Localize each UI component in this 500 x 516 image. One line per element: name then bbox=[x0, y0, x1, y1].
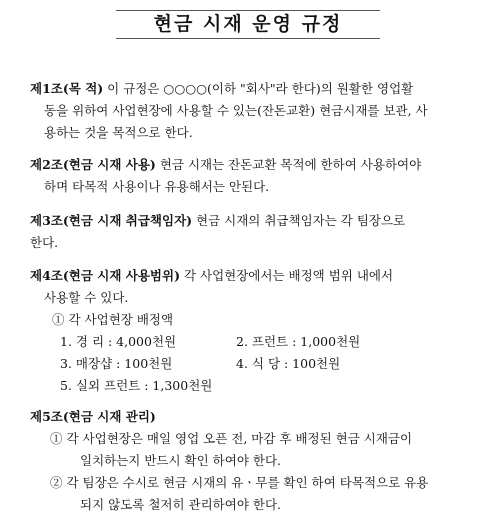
article-1-heading: 제1조(목 적) bbox=[30, 81, 104, 96]
allocation-item-1: 1. 경 리 : 4,000천원 bbox=[60, 334, 177, 349]
article-3 bbox=[30, 210, 480, 254]
article-4-text-2: 사용할 수 있다. bbox=[44, 290, 129, 305]
article-1 bbox=[30, 78, 480, 144]
article-4-text-1: 각 사업현장에서는 배정액 범위 내에서 bbox=[179, 268, 394, 283]
circled-number-1: ① bbox=[50, 431, 63, 446]
article-2-text-2: 하며 타목적 사용이나 유용해서는 안된다. bbox=[44, 179, 270, 194]
article-5-paragraph-1 bbox=[50, 428, 412, 450]
article-4-heading: 제4조(현금 시재 사용범위) bbox=[30, 268, 180, 283]
allocation-item-5: 5. 실외 프런트 : 1,300천원 bbox=[60, 378, 213, 393]
document-title: 현금 시재 운영 규정 bbox=[116, 10, 380, 39]
article-3-text-1: 현금 시재의 취급책임자는 각 팀장으로 bbox=[192, 213, 406, 228]
allocation-item-4: 4. 식 당 : 100천원 bbox=[236, 356, 341, 371]
article-1-text-2: 동을 위하여 사업현장에 사용할 수 있는(잔돈교환) 현금시재를 보관, 사 bbox=[44, 103, 428, 118]
article-5-paragraph-2 bbox=[50, 472, 428, 494]
article-5-heading: 제5조(현금 시재 관리) bbox=[30, 409, 156, 424]
article-5-p2-line-2: 되지 않도록 철저히 관리하여야 한다. bbox=[80, 497, 281, 512]
article-1-text-1: 이 규정은 ○○○○(이하 "회사"라 한다)의 원활한 영업활 bbox=[103, 81, 414, 96]
article-5-p1-line-2: 일치하는지 반드시 확인 하여야 한다. bbox=[80, 453, 281, 468]
article-2 bbox=[30, 154, 480, 198]
article-3-heading: 제3조(현금 시재 취급책임자) bbox=[30, 213, 193, 228]
allocation-item-2: 2. 프런트 : 1,000천원 bbox=[236, 334, 361, 349]
circled-number-2: ② bbox=[50, 475, 63, 490]
article-5-p2-line-1: 각 팀장은 수시로 현금 시재의 유ㆍ무를 확인 하여 타목적으로 유용 bbox=[66, 475, 429, 490]
article-1-text-3: 용하는 것을 목적으로 한다. bbox=[44, 125, 193, 140]
article-2-text-1: 현금 시재는 잔돈교환 목적에 한하여 사용하여야 bbox=[155, 157, 422, 172]
article-5 bbox=[30, 406, 480, 428]
article-4-sub-1 bbox=[52, 309, 173, 331]
allocation-item-3: 3. 매장샵 : 100천원 bbox=[60, 356, 173, 371]
article-4 bbox=[30, 265, 480, 309]
article-3-text-2: 한다. bbox=[30, 235, 59, 250]
circled-number-1: ① bbox=[52, 312, 65, 327]
article-2-heading: 제2조(현금 시재 사용) bbox=[30, 157, 156, 172]
article-5-p1-line-1: 각 사업현장은 매일 영업 오픈 전, 마감 후 배정된 현금 시재금이 bbox=[66, 431, 413, 446]
article-4-sub-1-label: 각 사업현장 배정액 bbox=[68, 312, 174, 327]
